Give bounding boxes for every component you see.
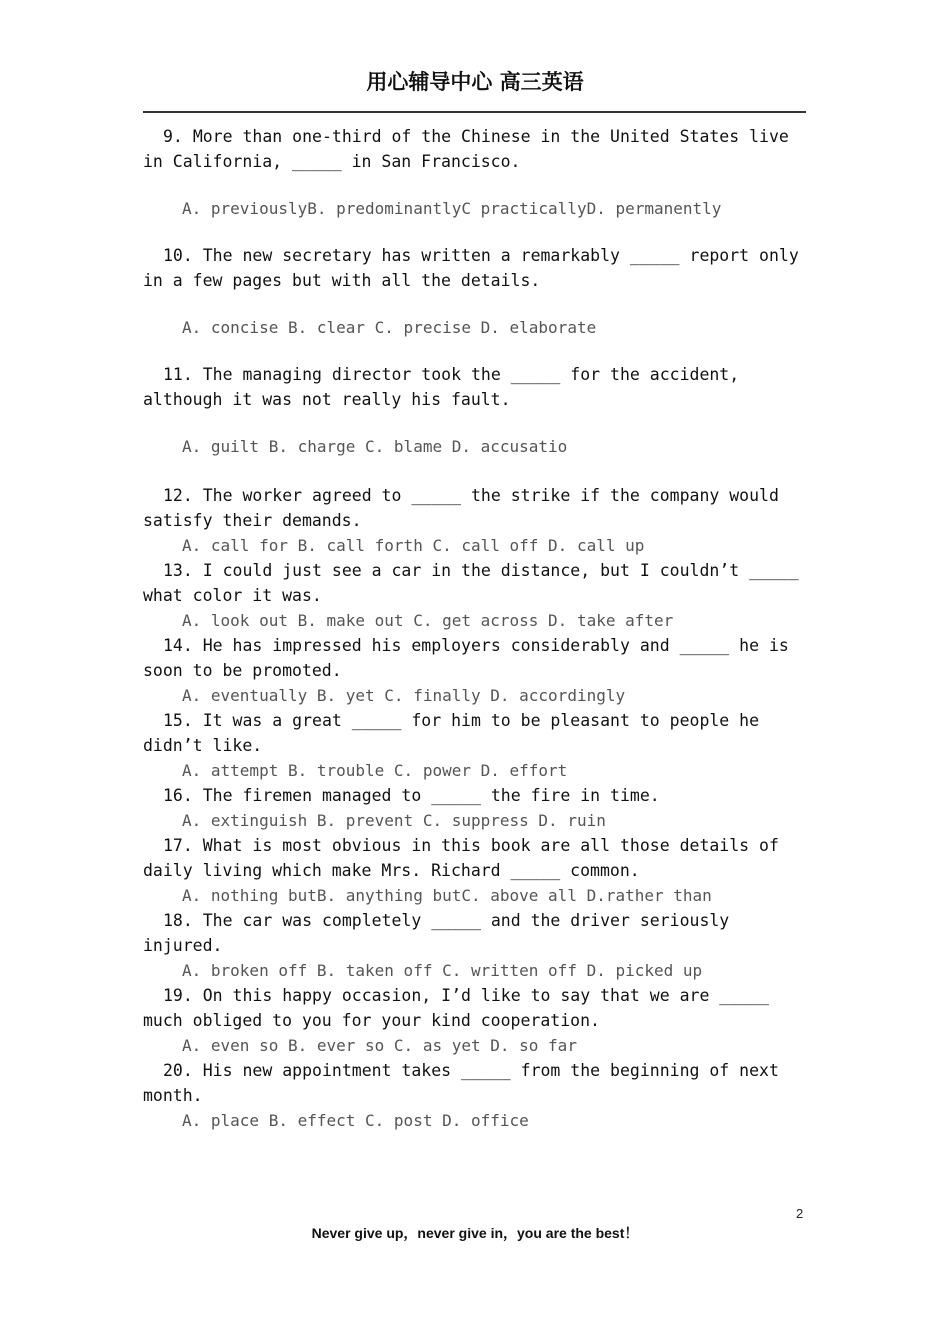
footer-motto: Never give up，never give in，you are the best！ <box>311 1225 639 1241</box>
question-10 <box>143 243 806 293</box>
question-15 <box>143 708 806 758</box>
question-number: 16. <box>163 786 193 805</box>
question-18-options: A. broken off B. taken off C. written off D. picked up <box>182 961 703 980</box>
question-19-options: A. even so B. ever so C. as yet D. so far <box>182 1036 577 1055</box>
question-number: 11. <box>163 365 193 384</box>
question-10-options: A. concise B. clear C. precise D. elaborate <box>182 318 597 337</box>
question-number: 10. <box>163 246 193 265</box>
page-title: 用心辅导中心 高三英语 <box>366 70 584 94</box>
question-16 <box>143 783 806 808</box>
question-text: The firemen managed to _____ the fire in time. <box>202 786 660 805</box>
question-number: 12. <box>163 486 193 505</box>
question-text: It was a great _____ for him to be pleasant to people he didn’t like. <box>143 711 760 755</box>
question-9 <box>143 124 806 174</box>
question-number: 19. <box>163 986 193 1005</box>
question-18 <box>143 908 806 958</box>
question-9-options: A. previouslyB. predominantlyC practicallyD. permanently <box>182 199 722 218</box>
question-11 <box>143 362 806 412</box>
question-number: 14. <box>163 636 193 655</box>
question-text: The car was completely _____ and the driver seriously injured. <box>143 911 730 955</box>
question-text: More than one-third of the Chinese in the United States live in California, _____ in San Francisco. <box>143 127 789 171</box>
question-15-options: A. attempt B. trouble C. power D. effort <box>182 761 568 780</box>
question-list <box>143 124 806 1133</box>
question-text: He has impressed his employers considerably and _____ he is soon to be promoted. <box>143 636 789 680</box>
question-17-options: A. nothing butB. anything butC. above all D.rather than <box>182 886 712 905</box>
question-16-options: A. extinguish B. prevent C. suppress D. ruin <box>182 811 606 830</box>
question-text: The new secretary has written a remarkably _____ report only in a few pages but with all the details. <box>143 246 799 290</box>
question-text: His new appointment takes _____ from the beginning of next month. <box>143 1061 779 1105</box>
question-text: On this happy occasion, I’d like to say that we are _____ much obliged to you for your kind cooperation. <box>143 986 769 1030</box>
question-number: 18. <box>163 911 193 930</box>
question-text: I could just see a car in the distance, but I couldn’t _____ what color it was. <box>143 561 799 605</box>
question-17 <box>143 833 806 883</box>
question-12-options: A. call for B. call forth C. call off D. call up <box>182 536 645 555</box>
question-20-options: A. place B. effect C. post D. office <box>182 1111 529 1130</box>
question-20 <box>143 1058 806 1108</box>
question-14-options: A. eventually B. yet C. finally D. accordingly <box>182 686 626 705</box>
question-13-options: A. look out B. make out C. get across D. take after <box>182 611 674 630</box>
question-13 <box>143 558 806 608</box>
question-number: 20. <box>163 1061 193 1080</box>
page-number: 2 <box>796 1206 804 1221</box>
question-text: What is most obvious in this book are all those details of daily living which make Mrs. Richard _____ common. <box>143 836 779 880</box>
question-number: 9. <box>163 127 183 146</box>
question-number: 13. <box>163 561 193 580</box>
question-number: 15. <box>163 711 193 730</box>
question-text: The worker agreed to _____ the strike if the company would satisfy their demands. <box>143 486 779 530</box>
question-14 <box>143 633 806 683</box>
question-number: 17. <box>163 836 193 855</box>
question-text: The managing director took the _____ for the accident, although it was not really his fault. <box>143 365 740 409</box>
question-19 <box>143 983 806 1033</box>
question-12 <box>143 483 806 533</box>
question-11-options: A. guilt B. charge C. blame D. accusatio <box>182 437 568 456</box>
header-divider <box>143 111 806 113</box>
